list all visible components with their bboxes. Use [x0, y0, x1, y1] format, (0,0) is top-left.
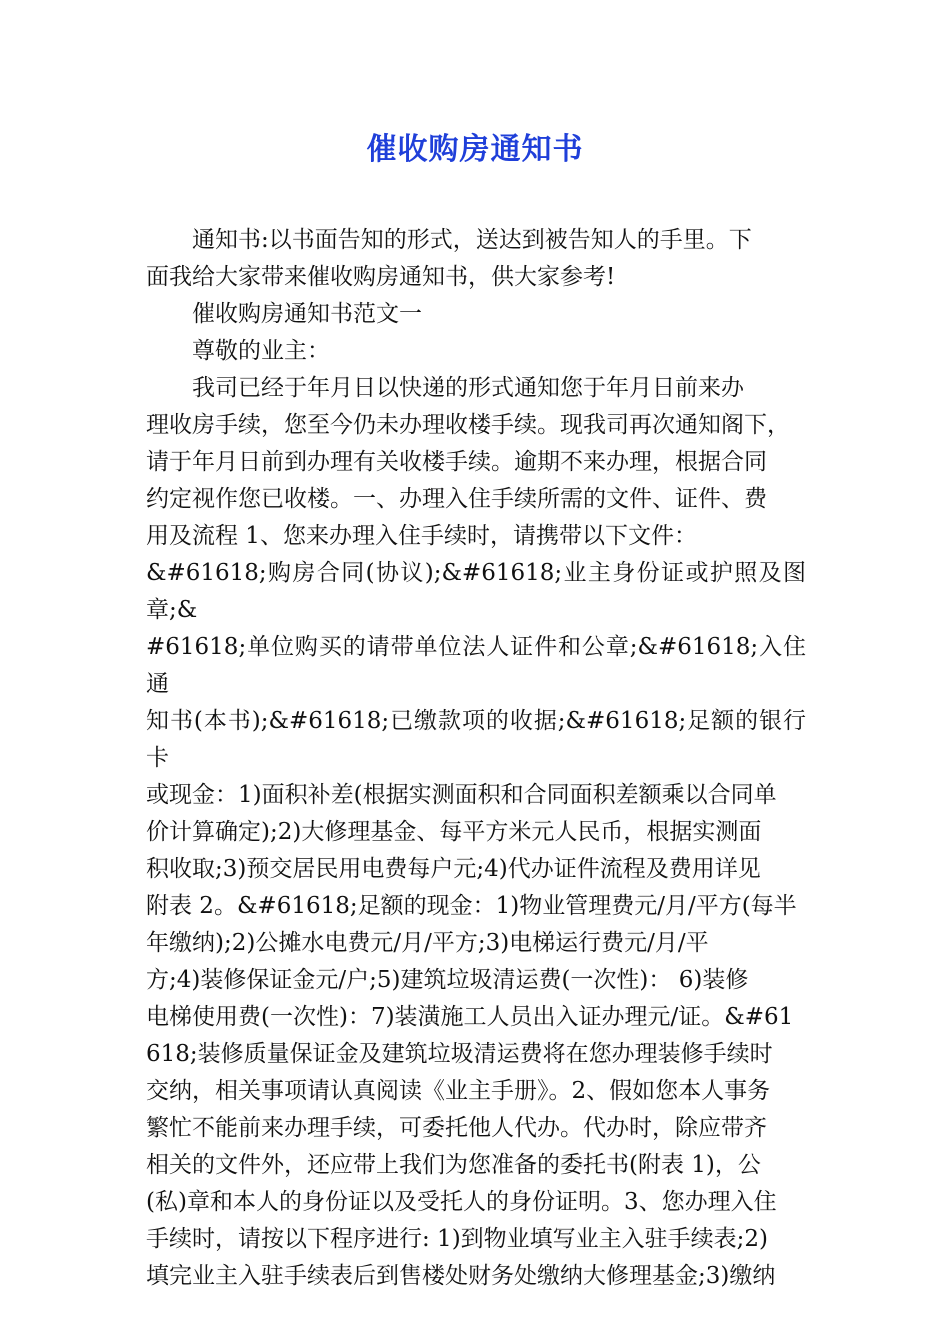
text-line: 理收房手续，您至今仍未办理收楼手续。现我司再次通知阁下，	[146, 412, 790, 438]
text-line: 附表 2。&#61618;足额的现金：1)物业管理费元/月/平方(每半	[146, 893, 797, 919]
text-line: 尊敬的业主：	[192, 338, 330, 364]
sample-heading	[146, 296, 806, 333]
text-line: 618;装修质量保证金及建筑垃圾清运费将在您办理装修手续时	[146, 1041, 773, 1067]
text-line: 交纳，相关事项请认真阅读《业主手册》。2、假如您本人事务	[146, 1078, 771, 1104]
text-line: 请于年月日前到办理有关收楼手续。逾期不来办理，根据合同	[146, 449, 767, 475]
document-title: 催收购房通知书	[366, 132, 584, 167]
text-line: 年缴纳);2)公摊水电费元/月/平方;3)电梯运行费元/月/平	[146, 930, 709, 956]
text-line: 或现金：1)面积补差(根据实测面积和合同面积差额乘以合同单	[146, 782, 777, 808]
text-line: 繁忙不能前来办理手续，可委托他人代办。代办时，除应带齐	[146, 1115, 767, 1141]
text-line: 催收购房通知书范文一	[192, 301, 422, 327]
text-line: 相关的文件外，还应带上我们为您准备的委托书(附表 1)，公	[146, 1152, 761, 1178]
text-line: 约定视作您已收楼。一、办理入住手续所需的文件、证件、费	[146, 486, 767, 512]
notice-body-paragraph	[146, 370, 806, 1295]
text-line: 价计算确定);2)大修理基金、每平方米元人民币，根据实测面	[146, 819, 762, 845]
text-line: 方;4)装修保证金元/户;5)建筑垃圾清运费(一次性)： 6)装修	[146, 967, 749, 993]
text-line: #61618;单位购买的请带单位法人证件和公章;&#61618;入住通	[146, 634, 806, 697]
text-line: 填完业主入驻手续表后到售楼处财务处缴纳大修理基金;3)缴纳	[146, 1263, 776, 1289]
text-line: 面我给大家带来催收购房通知书，供大家参考!	[146, 264, 616, 290]
text-line: 手续时，请按以下程序进行: 1)到物业填写业主入驻手续表;2)	[146, 1226, 769, 1252]
text-line: 积收取;3)预交居民用电费每户元;4)代办证件流程及费用详见	[146, 856, 761, 882]
text-line: 用及流程 1、您来办理入住手续时，请携带以下文件：	[146, 523, 697, 549]
intro-paragraph	[146, 222, 806, 296]
text-line: 电梯使用费(一次性)：7)装潢施工人员出入证办理元/证。&#61	[146, 1004, 794, 1030]
text-line: &#61618;购房合同(协议);&#61618;业主身份证或护照及图章;&	[146, 560, 806, 623]
salutation	[146, 333, 806, 370]
document-body	[146, 222, 806, 1295]
text-line: 通知书:以书面告知的形式，送达到被告知人的手里。下	[192, 227, 752, 253]
text-line: 知书(本书);&#61618;已缴款项的收据;&#61618;足额的银行卡	[146, 708, 806, 771]
text-line: (私)章和本人的身份证以及受托人的身份证明。3、您办理入住	[146, 1189, 777, 1215]
text-line: 我司已经于年月日以快递的形式通知您于年月日前来办	[192, 375, 744, 401]
